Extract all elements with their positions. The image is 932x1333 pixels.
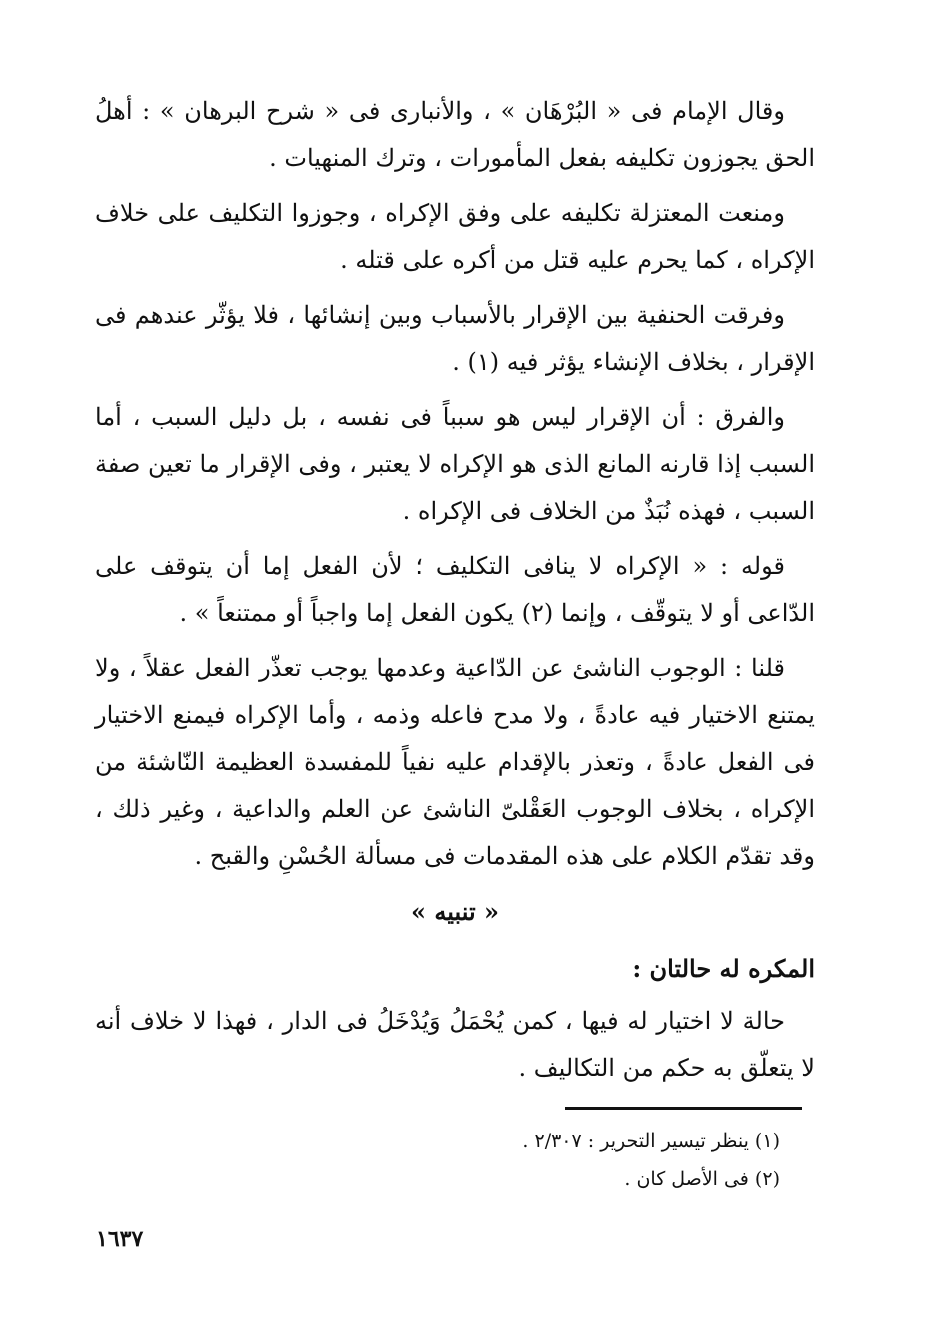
footnote-divider	[565, 1107, 802, 1110]
page-number: ١٦٣٧	[96, 1226, 144, 1252]
paragraph-final: حالة لا اختيار له فيها ، كمن يُحْمَلُ وَيُدْخَلُ فى الدار ، فهذا لا خلاف أنه لا يتعلّق به حكم من التكاليف .	[95, 1007, 815, 1082]
footnote-2: (٢) فى الأصل كان .	[624, 1168, 780, 1190]
page-body	[95, 88, 815, 1100]
paragraph-2: ومنعت المعتزلة تكليفه على وفق الإكراه ، وجوزوا التكليف على خلاف الإكراه ، كما يحرم عليه قتل من أكره على قتله .	[95, 199, 815, 274]
paragraph-5: قوله : « الإكراه لا ينافى التكليف ؛ لأن الفعل إما أن يتوقف على الدّاعى أو لا يتوقّف ، وإنما (٢) يكون الفعل إما واجباً أو ممتنعاً » .	[95, 552, 815, 627]
paragraph-1: وقال الإمام فى « البُرْهَان » ، والأنبارى فى « شرح البرهان » : أهلُ الحق يجوزون تكليفه بفعل المأمورات ، وترك المنهيات .	[95, 97, 815, 172]
paragraph-3: وفرقت الحنفية بين الإقرار بالأسباب وبين إنشائها ، فلا يؤثّر عندهم فى الإقرار ، بخلاف الإنشاء يؤثر فيه (١) .	[95, 301, 815, 376]
footnotes	[300, 1122, 780, 1198]
paragraph-6: قلنا : الوجوب الناشئ عن الدّاعية وعدمها يوجب تعذّر الفعل عقلاً ، ولا يمتنع الاختيار فيه عادةً ، ولا مدح فاعله وذمه ، وأما الإكراه فيمنع الاختيار فى الفعل عادةً ، وتعذر بالإقدام عليه نفياً للمفسدة العظيمة النّاشئة من الإكراه ، بخلاف الوجوب العَقْلىّ الناشئ عن العلم والداعية ، وغير ذلك ، وقد تقدّم الكلام على هذه المقدمات فى مسألة الحُسْنِ والقبح .	[95, 654, 816, 870]
notice-heading: « تنبيه »	[411, 897, 499, 926]
paragraph-4: والفرق : أن الإقرار ليس هو سبباً فى نفسه ، بل دليل السبب ، أما السبب إذا قارنه المانع الذى هو الإكراه لا يعتبر ، وفى الإقرار ما تعين صفة السبب ، فهذه نُبَذٌ من الخلاف فى الإكراه .	[95, 403, 815, 525]
section-subheading: المكره له حالتان :	[632, 954, 815, 983]
footnote-1: (١) ينظر تيسير التحرير : ٢/٣٠٧ .	[522, 1130, 780, 1152]
